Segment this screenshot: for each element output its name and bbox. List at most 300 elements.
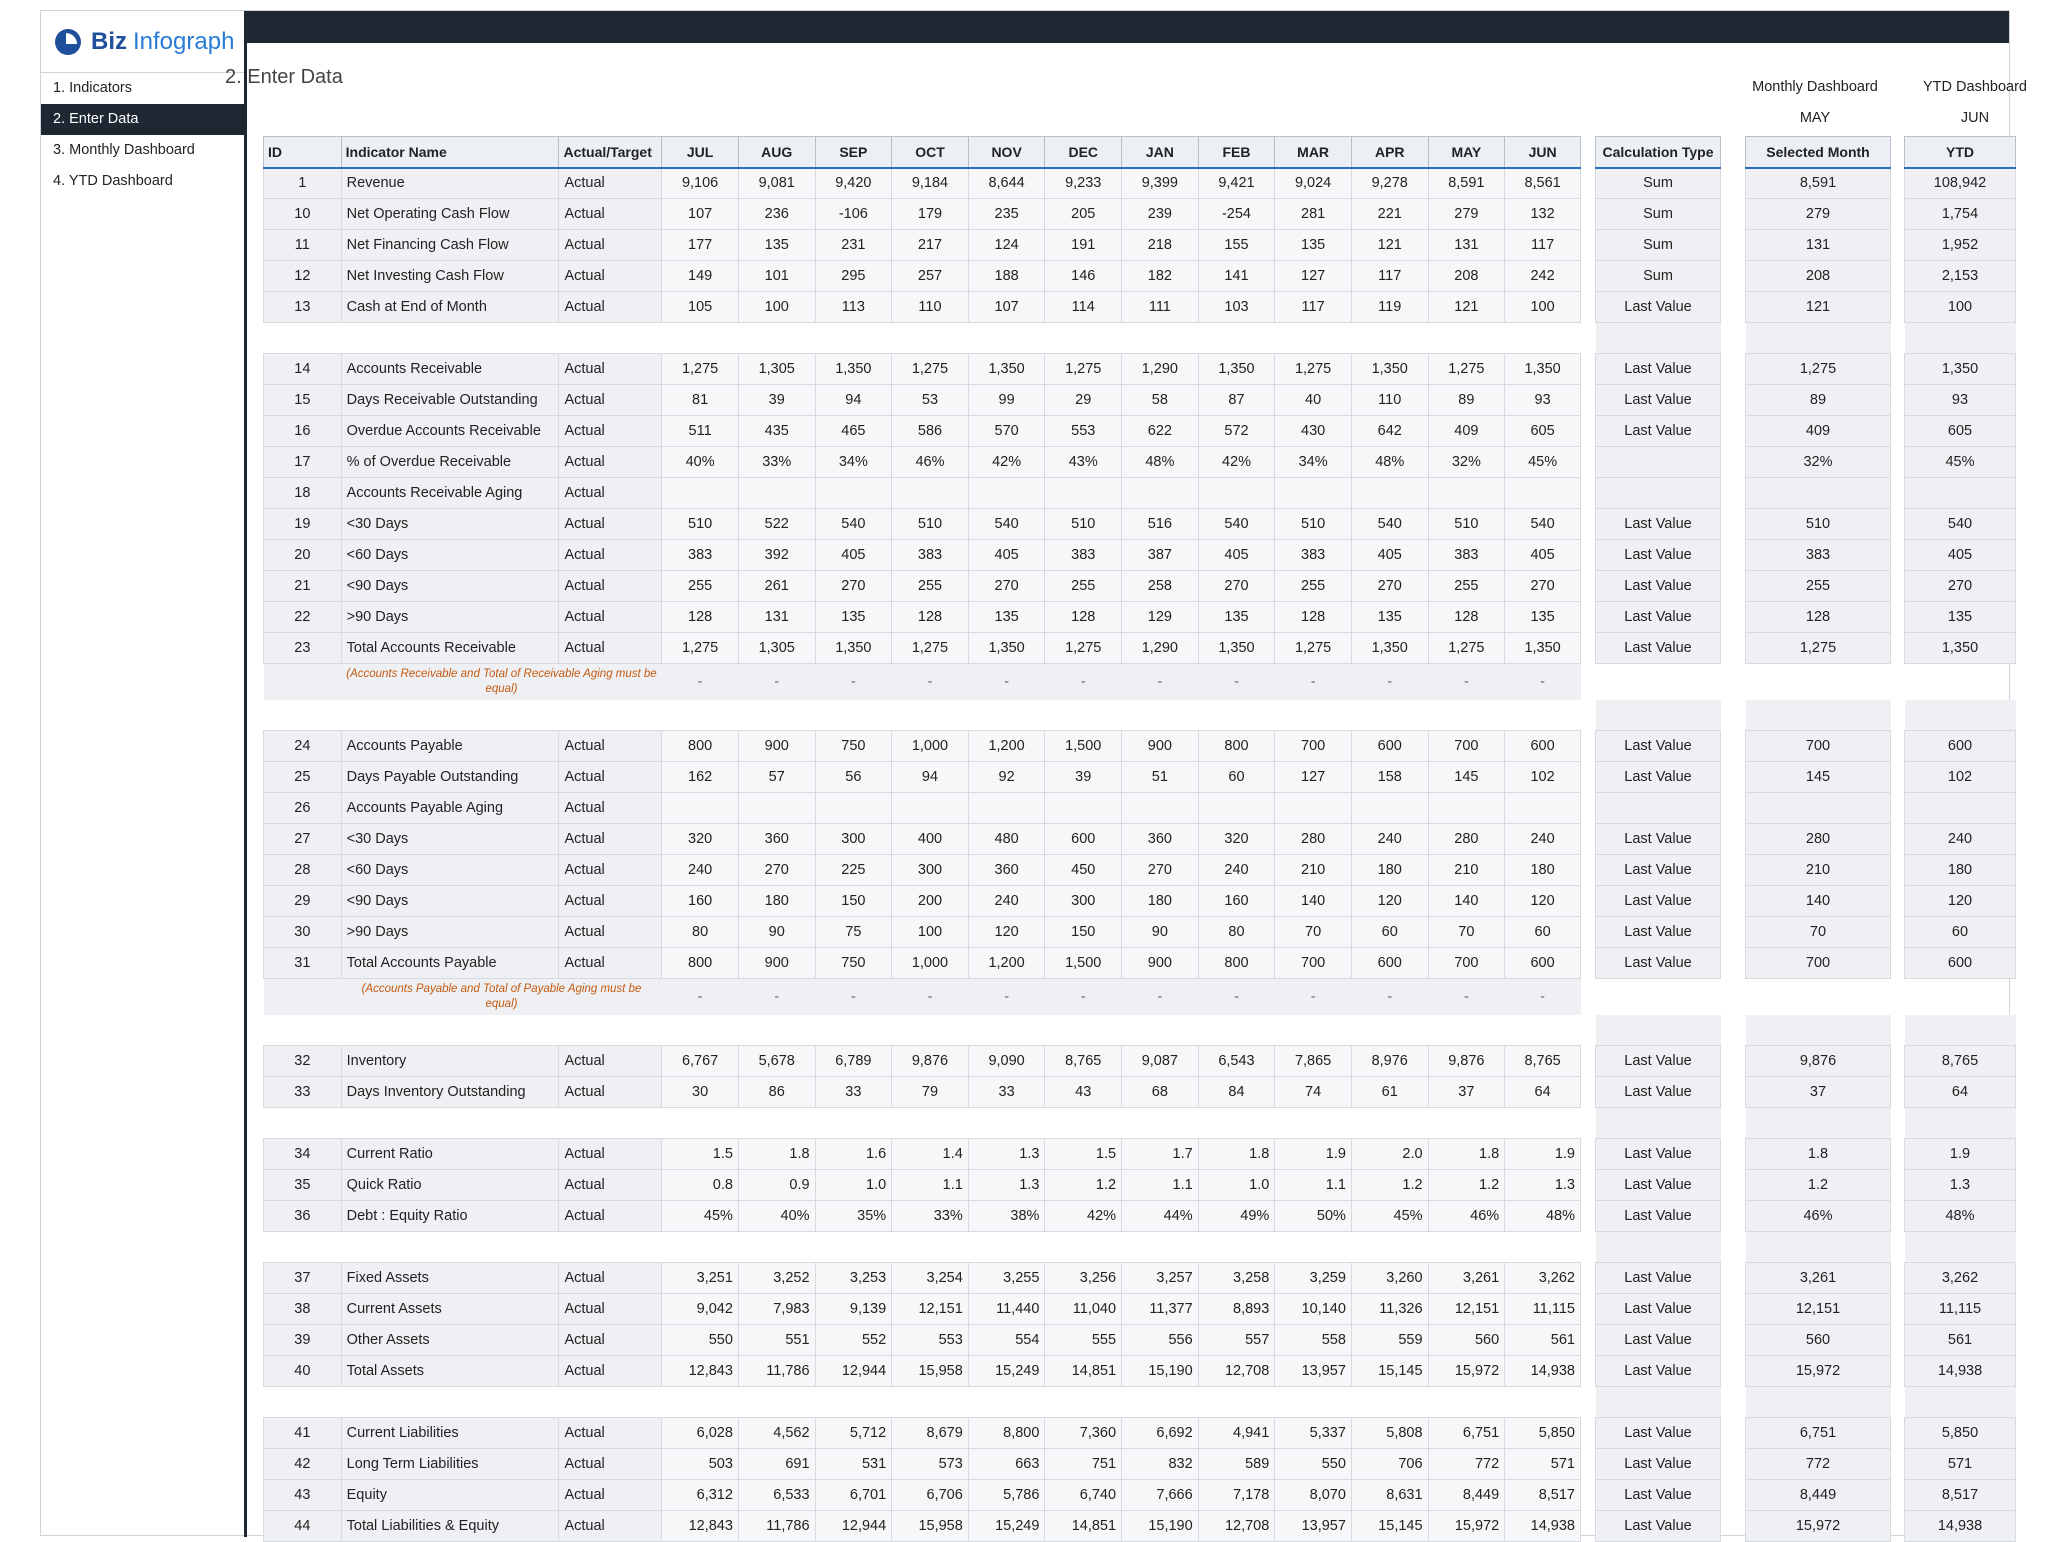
month-value-cell[interactable]: 1.3	[968, 1139, 1045, 1170]
month-value-cell[interactable]: 53	[892, 385, 969, 416]
month-value-cell[interactable]: 1,275	[892, 633, 969, 664]
month-value-cell[interactable]: 8,591	[1428, 168, 1505, 199]
month-value-cell[interactable]: 510	[1045, 509, 1122, 540]
month-value-cell[interactable]: 605	[1505, 416, 1581, 447]
month-value-cell[interactable]: 140	[1275, 886, 1352, 917]
month-value-cell[interactable]: 1,350	[1351, 354, 1428, 385]
month-value-cell[interactable]: 9,090	[968, 1046, 1045, 1077]
month-value-cell[interactable]: 3,262	[1505, 1263, 1581, 1294]
month-value-cell[interactable]: 510	[1428, 509, 1505, 540]
month-value-cell[interactable]: 8,644	[968, 168, 1045, 199]
month-value-cell[interactable]: 1.9	[1275, 1139, 1352, 1170]
month-value-cell[interactable]: 1,305	[738, 633, 815, 664]
month-value-cell[interactable]: 6,543	[1198, 1046, 1275, 1077]
month-value-cell[interactable]: 8,631	[1351, 1480, 1428, 1511]
month-value-cell[interactable]: 79	[892, 1077, 969, 1108]
month-value-cell[interactable]: 8,070	[1275, 1480, 1352, 1511]
month-value-cell[interactable]: 149	[662, 261, 739, 292]
month-value-cell[interactable]: 5,808	[1351, 1418, 1428, 1449]
month-value-cell[interactable]: 405	[815, 540, 892, 571]
month-value-cell[interactable]: 4,941	[1198, 1418, 1275, 1449]
month-value-cell[interactable]: 800	[662, 948, 739, 979]
month-value-cell[interactable]: 9,081	[738, 168, 815, 199]
month-value-cell[interactable]: 295	[815, 261, 892, 292]
month-value-cell[interactable]: 270	[968, 571, 1045, 602]
month-value-cell[interactable]: 553	[1045, 416, 1122, 447]
month-value-cell[interactable]: 6,312	[662, 1480, 739, 1511]
month-value-cell[interactable]: 6,701	[815, 1480, 892, 1511]
month-value-cell[interactable]: 70	[1275, 917, 1352, 948]
month-value-cell[interactable]: 15,249	[968, 1356, 1045, 1387]
month-value-cell[interactable]: 45%	[662, 1201, 739, 1232]
month-value-cell[interactable]: 560	[1428, 1325, 1505, 1356]
month-value-cell[interactable]: 1,200	[968, 948, 1045, 979]
month-value-cell[interactable]	[738, 478, 815, 509]
month-value-cell[interactable]: 11,786	[738, 1511, 815, 1542]
month-value-cell[interactable]: 29	[1045, 385, 1122, 416]
calc-type-cell[interactable]: Last Value	[1596, 292, 1721, 323]
month-value-cell[interactable]: 117	[1351, 261, 1428, 292]
month-value-cell[interactable]: 150	[1045, 917, 1122, 948]
month-value-cell[interactable]: 68	[1122, 1077, 1199, 1108]
calc-type-cell[interactable]: Last Value	[1596, 385, 1721, 416]
month-value-cell[interactable]: 235	[968, 199, 1045, 230]
month-value-cell[interactable]: 107	[968, 292, 1045, 323]
month-value-cell[interactable]: 1,350	[815, 354, 892, 385]
month-value-cell[interactable]: 261	[738, 571, 815, 602]
month-value-cell[interactable]: 1,500	[1045, 731, 1122, 762]
calc-type-cell[interactable]: Sum	[1596, 168, 1721, 199]
month-value-cell[interactable]: 42%	[1198, 447, 1275, 478]
month-value-cell[interactable]: 510	[1275, 509, 1352, 540]
calc-type-cell[interactable]: Last Value	[1596, 948, 1721, 979]
month-value-cell[interactable]: 210	[1275, 855, 1352, 886]
month-value-cell[interactable]: 300	[892, 855, 969, 886]
month-value-cell[interactable]: 1,000	[892, 731, 969, 762]
month-value-cell[interactable]: 30	[662, 1077, 739, 1108]
month-value-cell[interactable]: 550	[662, 1325, 739, 1356]
month-value-cell[interactable]: 1,305	[738, 354, 815, 385]
month-value-cell[interactable]: 300	[1045, 886, 1122, 917]
month-value-cell[interactable]: 35%	[815, 1201, 892, 1232]
month-value-cell[interactable]: 42%	[1045, 1201, 1122, 1232]
month-value-cell[interactable]: 32%	[1428, 447, 1505, 478]
month-value-cell[interactable]: 5,850	[1505, 1418, 1581, 1449]
month-value-cell[interactable]: 0.9	[738, 1170, 815, 1201]
month-value-cell[interactable]: 1.5	[662, 1139, 739, 1170]
nav-item-4[interactable]: 4. YTD Dashboard	[53, 173, 173, 189]
calc-type-cell[interactable]: Last Value	[1596, 855, 1721, 886]
month-value-cell[interactable]: 43%	[1045, 447, 1122, 478]
month-value-cell[interactable]: 5,678	[738, 1046, 815, 1077]
month-value-cell[interactable]: 61	[1351, 1077, 1428, 1108]
month-value-cell[interactable]: 622	[1122, 416, 1199, 447]
month-value-cell[interactable]: 551	[738, 1325, 815, 1356]
month-value-cell[interactable]: 1.8	[1428, 1139, 1505, 1170]
month-value-cell[interactable]: 540	[815, 509, 892, 540]
month-value-cell[interactable]: 131	[1428, 230, 1505, 261]
month-value-cell[interactable]: 240	[968, 886, 1045, 917]
month-value-cell[interactable]: 33%	[892, 1201, 969, 1232]
month-value-cell[interactable]: 15,190	[1122, 1511, 1199, 1542]
month-value-cell[interactable]: 503	[662, 1449, 739, 1480]
month-value-cell[interactable]: 540	[968, 509, 1045, 540]
month-value-cell[interactable]: 280	[1428, 824, 1505, 855]
month-value-cell[interactable]: 6,767	[662, 1046, 739, 1077]
month-value-cell[interactable]: 1.6	[815, 1139, 892, 1170]
month-value-cell[interactable]: 12,708	[1198, 1356, 1275, 1387]
month-value-cell[interactable]: 70	[1428, 917, 1505, 948]
month-value-cell[interactable]: 8,517	[1505, 1480, 1581, 1511]
month-value-cell[interactable]: 750	[815, 731, 892, 762]
month-value-cell[interactable]: 281	[1275, 199, 1352, 230]
month-value-cell[interactable]: 9,876	[892, 1046, 969, 1077]
month-value-cell[interactable]: 1,275	[1045, 354, 1122, 385]
month-value-cell[interactable]: 6,751	[1428, 1418, 1505, 1449]
month-value-cell[interactable]: 557	[1198, 1325, 1275, 1356]
month-value-cell[interactable]: 12,708	[1198, 1511, 1275, 1542]
month-value-cell[interactable]: 7,983	[738, 1294, 815, 1325]
month-value-cell[interactable]: 430	[1275, 416, 1352, 447]
month-value-cell[interactable]: 9,184	[892, 168, 969, 199]
month-value-cell[interactable]: 3,253	[815, 1263, 892, 1294]
month-value-cell[interactable]: 3,259	[1275, 1263, 1352, 1294]
calc-type-cell[interactable]: Last Value	[1596, 917, 1721, 948]
month-value-cell[interactable]	[1351, 478, 1428, 509]
month-value-cell[interactable]: 257	[892, 261, 969, 292]
month-value-cell[interactable]: 900	[1122, 948, 1199, 979]
month-value-cell[interactable]: 360	[738, 824, 815, 855]
month-value-cell[interactable]: 101	[738, 261, 815, 292]
calc-type-cell[interactable]	[1596, 478, 1721, 509]
calc-type-cell[interactable]: Last Value	[1596, 633, 1721, 664]
month-value-cell[interactable]: 188	[968, 261, 1045, 292]
month-value-cell[interactable]: 6,533	[738, 1480, 815, 1511]
month-value-cell[interactable]: 225	[815, 855, 892, 886]
month-value-cell[interactable]: 100	[1505, 292, 1581, 323]
month-value-cell[interactable]: 208	[1428, 261, 1505, 292]
month-value-cell[interactable]: 33	[968, 1077, 1045, 1108]
month-value-cell[interactable]: 1,200	[968, 731, 1045, 762]
month-value-cell[interactable]: 706	[1351, 1449, 1428, 1480]
month-value-cell[interactable]: 111	[1122, 292, 1199, 323]
month-value-cell[interactable]: 9,420	[815, 168, 892, 199]
month-value-cell[interactable]: 93	[1505, 385, 1581, 416]
month-value-cell[interactable]: 99	[968, 385, 1045, 416]
month-value-cell[interactable]: 128	[1045, 602, 1122, 633]
month-value-cell[interactable]: 9,087	[1122, 1046, 1199, 1077]
month-value-cell[interactable]: 121	[1428, 292, 1505, 323]
calc-type-cell[interactable]: Last Value	[1596, 509, 1721, 540]
month-value-cell[interactable]: 8,800	[968, 1418, 1045, 1449]
calc-type-cell[interactable]: Last Value	[1596, 762, 1721, 793]
month-value-cell[interactable]: 12,151	[892, 1294, 969, 1325]
month-value-cell[interactable]: 11,040	[1045, 1294, 1122, 1325]
month-value-cell[interactable]: 242	[1505, 261, 1581, 292]
month-value-cell[interactable]: 89	[1428, 385, 1505, 416]
month-value-cell[interactable]: 90	[738, 917, 815, 948]
month-value-cell[interactable]: 14,851	[1045, 1511, 1122, 1542]
calc-type-cell[interactable]: Last Value	[1596, 1170, 1721, 1201]
month-value-cell[interactable]: 120	[1351, 886, 1428, 917]
month-value-cell[interactable]: 34%	[815, 447, 892, 478]
month-value-cell[interactable]	[1122, 793, 1199, 824]
month-value-cell[interactable]: 270	[1351, 571, 1428, 602]
month-value-cell[interactable]: 540	[1505, 509, 1581, 540]
month-value-cell[interactable]: 80	[1198, 917, 1275, 948]
calc-type-cell[interactable]: Last Value	[1596, 1449, 1721, 1480]
month-value-cell[interactable]: 46%	[892, 447, 969, 478]
month-value-cell[interactable]: 50%	[1275, 1201, 1352, 1232]
month-value-cell[interactable]: 236	[738, 199, 815, 230]
month-value-cell[interactable]: 135	[1505, 602, 1581, 633]
month-value-cell[interactable]: 14,938	[1505, 1356, 1581, 1387]
month-value-cell[interactable]	[738, 793, 815, 824]
month-value-cell[interactable]: 1.1	[1275, 1170, 1352, 1201]
month-value-cell[interactable]: 540	[1198, 509, 1275, 540]
month-value-cell[interactable]: 586	[892, 416, 969, 447]
month-value-cell[interactable]: 554	[968, 1325, 1045, 1356]
month-value-cell[interactable]: 9,421	[1198, 168, 1275, 199]
month-value-cell[interactable]: 38%	[968, 1201, 1045, 1232]
month-value-cell[interactable]: 180	[738, 886, 815, 917]
month-value-cell[interactable]: 556	[1122, 1325, 1199, 1356]
month-value-cell[interactable]: 383	[892, 540, 969, 571]
month-value-cell[interactable]: 255	[1045, 571, 1122, 602]
month-value-cell[interactable]: 383	[1045, 540, 1122, 571]
month-value-cell[interactable]	[1351, 793, 1428, 824]
month-value-cell[interactable]: 531	[815, 1449, 892, 1480]
month-value-cell[interactable]: 12,843	[662, 1356, 739, 1387]
month-value-cell[interactable]: 15,249	[968, 1511, 1045, 1542]
month-value-cell[interactable]	[1198, 793, 1275, 824]
calc-type-cell[interactable]: Sum	[1596, 230, 1721, 261]
month-value-cell[interactable]: 146	[1045, 261, 1122, 292]
month-value-cell[interactable]: 6,740	[1045, 1480, 1122, 1511]
month-value-cell[interactable]: 1,290	[1122, 354, 1199, 385]
month-value-cell[interactable]: 64	[1505, 1077, 1581, 1108]
month-value-cell[interactable]: 522	[738, 509, 815, 540]
month-value-cell[interactable]: 191	[1045, 230, 1122, 261]
month-value-cell[interactable]: 44%	[1122, 1201, 1199, 1232]
month-value-cell[interactable]	[1275, 478, 1352, 509]
month-value-cell[interactable]: 1,275	[662, 633, 739, 664]
month-value-cell[interactable]: 900	[1122, 731, 1199, 762]
month-value-cell[interactable]: 15,145	[1351, 1511, 1428, 1542]
month-value-cell[interactable]: 510	[662, 509, 739, 540]
month-value-cell[interactable]: 75	[815, 917, 892, 948]
month-value-cell[interactable]: 550	[1275, 1449, 1352, 1480]
month-value-cell[interactable]: 10,140	[1275, 1294, 1352, 1325]
month-value-cell[interactable]: 60	[1198, 762, 1275, 793]
month-value-cell[interactable]: 1,350	[1198, 633, 1275, 664]
month-value-cell[interactable]: 113	[815, 292, 892, 323]
month-value-cell[interactable]: 240	[662, 855, 739, 886]
month-value-cell[interactable]	[1198, 478, 1275, 509]
month-value-cell[interactable]: 40	[1275, 385, 1352, 416]
month-value-cell[interactable]: 1.5	[1045, 1139, 1122, 1170]
month-value-cell[interactable]: 158	[1351, 762, 1428, 793]
month-value-cell[interactable]: 1,275	[892, 354, 969, 385]
month-value-cell[interactable]: 15,145	[1351, 1356, 1428, 1387]
month-value-cell[interactable]	[968, 793, 1045, 824]
calc-type-cell[interactable]: Last Value	[1596, 540, 1721, 571]
calc-type-cell[interactable]: Last Value	[1596, 354, 1721, 385]
month-value-cell[interactable]: 119	[1351, 292, 1428, 323]
month-value-cell[interactable]: 642	[1351, 416, 1428, 447]
month-value-cell[interactable]: 9,233	[1045, 168, 1122, 199]
month-value-cell[interactable]: 1.8	[1198, 1139, 1275, 1170]
month-value-cell[interactable]: 405	[968, 540, 1045, 571]
month-value-cell[interactable]: 9,139	[815, 1294, 892, 1325]
month-value-cell[interactable]: 60	[1505, 917, 1581, 948]
month-value-cell[interactable]: 131	[738, 602, 815, 633]
calc-type-cell[interactable]: Last Value	[1596, 416, 1721, 447]
month-value-cell[interactable]: 94	[892, 762, 969, 793]
month-value-cell[interactable]: 48%	[1505, 1201, 1581, 1232]
calc-type-cell[interactable]: Last Value	[1596, 1294, 1721, 1325]
month-value-cell[interactable]: 179	[892, 199, 969, 230]
month-value-cell[interactable]: 510	[892, 509, 969, 540]
month-value-cell[interactable]: 0.8	[662, 1170, 739, 1201]
month-value-cell[interactable]: 1,275	[1045, 633, 1122, 664]
month-value-cell[interactable]: 589	[1198, 1449, 1275, 1480]
month-value-cell[interactable]: 128	[1428, 602, 1505, 633]
month-value-cell[interactable]: 145	[1428, 762, 1505, 793]
month-value-cell[interactable]: 8,679	[892, 1418, 969, 1449]
month-value-cell[interactable]: 128	[662, 602, 739, 633]
month-value-cell[interactable]: 240	[1198, 855, 1275, 886]
calc-type-cell[interactable]: Last Value	[1596, 1356, 1721, 1387]
month-value-cell[interactable]: 15,958	[892, 1511, 969, 1542]
month-value-cell[interactable]: 40%	[662, 447, 739, 478]
month-value-cell[interactable]: 553	[892, 1325, 969, 1356]
month-value-cell[interactable]: 1,350	[815, 633, 892, 664]
month-value-cell[interactable]: 435	[738, 416, 815, 447]
month-value-cell[interactable]: -106	[815, 199, 892, 230]
month-value-cell[interactable]: 9,106	[662, 168, 739, 199]
month-value-cell[interactable]: 6,692	[1122, 1418, 1199, 1449]
month-value-cell[interactable]	[662, 478, 739, 509]
month-value-cell[interactable]: 555	[1045, 1325, 1122, 1356]
calc-type-cell[interactable]: Sum	[1596, 199, 1721, 230]
month-value-cell[interactable]: 255	[1428, 571, 1505, 602]
month-value-cell[interactable]: 160	[1198, 886, 1275, 917]
month-value-cell[interactable]: 15,958	[892, 1356, 969, 1387]
month-value-cell[interactable]	[892, 478, 969, 509]
calc-type-cell[interactable]: Last Value	[1596, 1480, 1721, 1511]
month-value-cell[interactable]: 571	[1505, 1449, 1581, 1480]
month-value-cell[interactable]: 540	[1351, 509, 1428, 540]
month-value-cell[interactable]: 900	[738, 731, 815, 762]
month-value-cell[interactable]: 1.1	[892, 1170, 969, 1201]
month-value-cell[interactable]: 900	[738, 948, 815, 979]
month-value-cell[interactable]: 800	[1198, 948, 1275, 979]
month-value-cell[interactable]: 5,786	[968, 1480, 1045, 1511]
month-value-cell[interactable]: 11,440	[968, 1294, 1045, 1325]
month-value-cell[interactable]: 210	[1428, 855, 1505, 886]
month-value-cell[interactable]: 270	[1505, 571, 1581, 602]
month-value-cell[interactable]: 39	[738, 385, 815, 416]
month-value-cell[interactable]: 572	[1198, 416, 1275, 447]
month-value-cell[interactable]: 320	[1198, 824, 1275, 855]
month-value-cell[interactable]: 3,261	[1428, 1263, 1505, 1294]
month-value-cell[interactable]: 200	[892, 886, 969, 917]
month-value-cell[interactable]: 11,786	[738, 1356, 815, 1387]
month-value-cell[interactable]: 1.2	[1045, 1170, 1122, 1201]
month-value-cell[interactable]: 45%	[1505, 447, 1581, 478]
month-value-cell[interactable]: 1.0	[815, 1170, 892, 1201]
calc-type-cell[interactable]: Last Value	[1596, 602, 1721, 633]
month-value-cell[interactable]: 58	[1122, 385, 1199, 416]
calc-type-cell[interactable]: Last Value	[1596, 1201, 1721, 1232]
month-value-cell[interactable]: 92	[968, 762, 1045, 793]
month-value-cell[interactable]: 132	[1505, 199, 1581, 230]
month-value-cell[interactable]: 140	[1428, 886, 1505, 917]
month-value-cell[interactable]	[892, 793, 969, 824]
month-value-cell[interactable]: 162	[662, 762, 739, 793]
month-value-cell[interactable]: 240	[1351, 824, 1428, 855]
month-value-cell[interactable]	[1428, 793, 1505, 824]
month-value-cell[interactable]: 90	[1122, 917, 1199, 948]
month-value-cell[interactable]: 600	[1351, 948, 1428, 979]
calc-type-cell[interactable]: Last Value	[1596, 1511, 1721, 1542]
calc-type-cell[interactable]: Last Value	[1596, 886, 1721, 917]
month-value-cell[interactable]: 600	[1351, 731, 1428, 762]
month-value-cell[interactable]: 6,028	[662, 1418, 739, 1449]
month-value-cell[interactable]: 135	[738, 230, 815, 261]
month-value-cell[interactable]: 700	[1428, 948, 1505, 979]
month-value-cell[interactable]: 7,865	[1275, 1046, 1352, 1077]
month-value-cell[interactable]: 516	[1122, 509, 1199, 540]
month-value-cell[interactable]: 270	[1198, 571, 1275, 602]
month-value-cell[interactable]: 558	[1275, 1325, 1352, 1356]
nav-item-2[interactable]: 2. Enter Data	[41, 104, 244, 135]
month-value-cell[interactable]: 1,275	[1275, 354, 1352, 385]
month-value-cell[interactable]: 8,893	[1198, 1294, 1275, 1325]
month-value-cell[interactable]: 135	[968, 602, 1045, 633]
month-value-cell[interactable]: 124	[968, 230, 1045, 261]
month-value-cell[interactable]: 392	[738, 540, 815, 571]
calc-type-cell[interactable]: Last Value	[1596, 1263, 1721, 1294]
month-value-cell[interactable]: 42%	[968, 447, 1045, 478]
month-value-cell[interactable]: 320	[662, 824, 739, 855]
month-value-cell[interactable]	[968, 478, 1045, 509]
month-value-cell[interactable]: 9,278	[1351, 168, 1428, 199]
calc-type-cell[interactable]: Last Value	[1596, 1325, 1721, 1356]
month-value-cell[interactable]: 405	[1505, 540, 1581, 571]
month-value-cell[interactable]: 8,765	[1505, 1046, 1581, 1077]
month-value-cell[interactable]: 51	[1122, 762, 1199, 793]
month-value-cell[interactable]: 46%	[1428, 1201, 1505, 1232]
month-value-cell[interactable]: 4,562	[738, 1418, 815, 1449]
month-value-cell[interactable]: 84	[1198, 1077, 1275, 1108]
month-value-cell[interactable]: 5,337	[1275, 1418, 1352, 1449]
month-value-cell[interactable]: 405	[1351, 540, 1428, 571]
calc-type-cell[interactable]: Last Value	[1596, 571, 1721, 602]
month-value-cell[interactable]: 11,326	[1351, 1294, 1428, 1325]
month-value-cell[interactable]	[1505, 793, 1581, 824]
month-value-cell[interactable]: 15,190	[1122, 1356, 1199, 1387]
month-value-cell[interactable]: 465	[815, 416, 892, 447]
month-value-cell[interactable]: 135	[1198, 602, 1275, 633]
month-value-cell[interactable]: 127	[1275, 261, 1352, 292]
month-value-cell[interactable]: 217	[892, 230, 969, 261]
month-value-cell[interactable]: 160	[662, 886, 739, 917]
month-value-cell[interactable]	[1428, 478, 1505, 509]
month-value-cell[interactable]: 49%	[1198, 1201, 1275, 1232]
calc-type-cell[interactable]: Last Value	[1596, 1139, 1721, 1170]
